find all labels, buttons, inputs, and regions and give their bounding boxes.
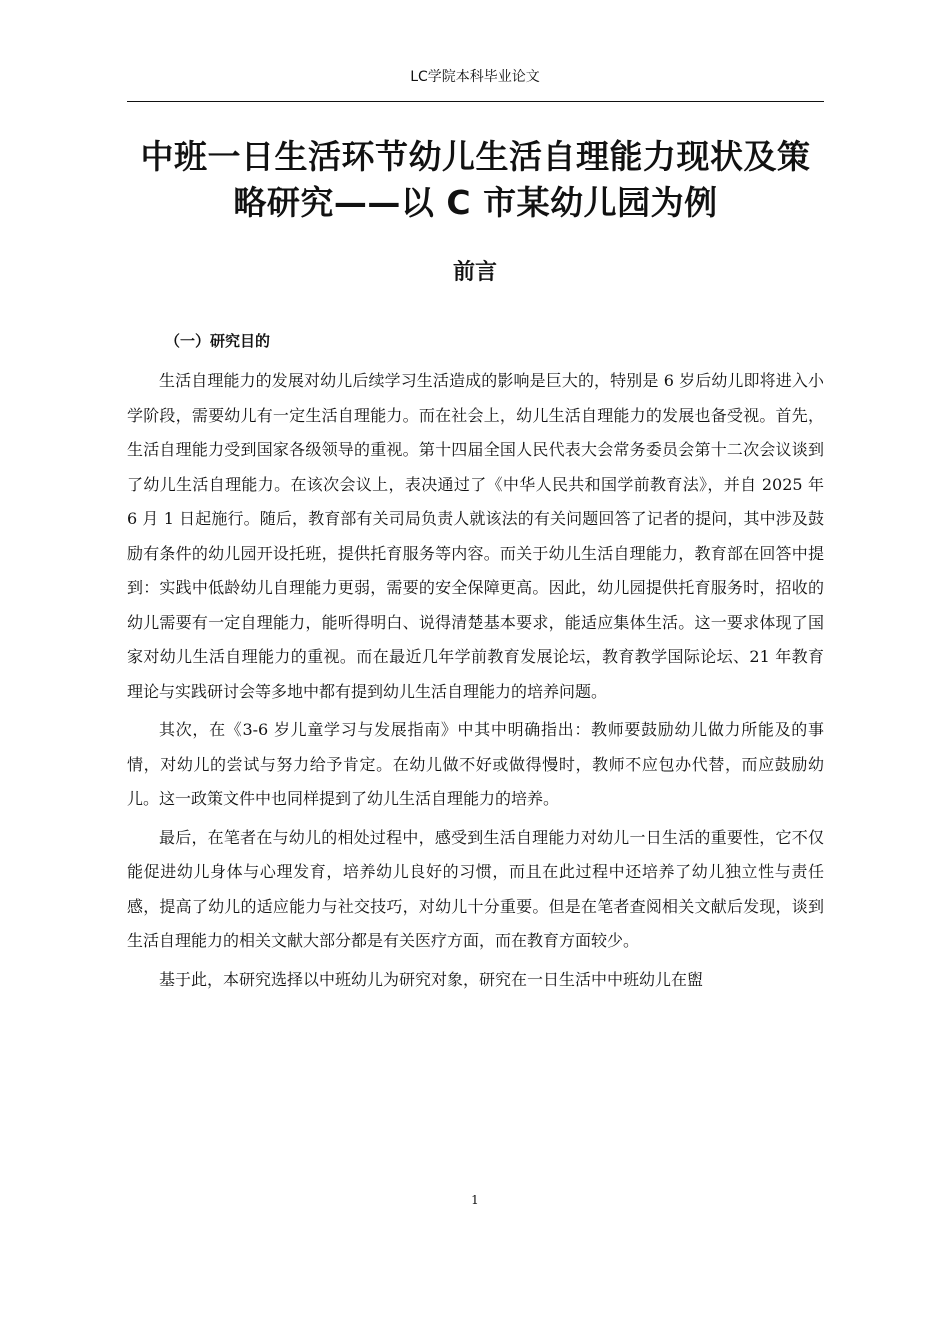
- running-header: LC学院本科毕业论文: [410, 69, 540, 85]
- paper-title: 中班一日生活环节幼儿生活自理能力现状及策略研究——以 C 市某幼儿园为例: [140, 137, 811, 222]
- header-divider: [127, 101, 824, 102]
- paragraph: 其次，在《3-6 岁儿童学习与发展指南》中其中明确指出：教师要鼓励幼儿做力所能及的事情，对幼儿的尝试与努力给予肯定。在幼儿做不好或做得慢时，教师不应包办代替，而应鼓励幼儿。这一政策文件中也同样提到了幼儿生活自理能力的培养。: [127, 720, 824, 808]
- paragraph: 基于此，本研究选择以中班幼儿为研究对象，研究在一日生活中中班幼儿在盥: [159, 969, 704, 989]
- paragraph: 最后，在笔者在与幼儿的相处过程中，感受到生活自理能力对幼儿一日生活的重要性，它不仅能促进幼儿身体与心理发育，培养幼儿良好的习惯，而且在此过程中还培养了幼儿独立性与责任感，提高了幼儿的适应能力与社交技巧，对幼儿十分重要。但是在笔者查阅相关文献后发现，谈到生活自理能力的相关文献大部分都是有关医疗方面，而在教育方面较少。: [127, 827, 824, 950]
- subsection-heading: （一）研究目的: [165, 332, 271, 350]
- paragraph: 生活自理能力的发展对幼儿后续学习生活造成的影响是巨大的，特别是 6 岁后幼儿即将进入小学阶段，需要幼儿有一定生活自理能力。而在社会上，幼儿生活自理能力的发展也备受视。首先，生活自理能力受到国家各级领导的重视。第十四届全国人民代表大会常务委员会第十二次会议谈到了幼儿生活自理能力。在该次会议上，表决通过了《中华人民共和国学前教育法》，并自 2025 年 6 月 1 日起施行。随后，教育部有关司局负责人就该法的有关问题回答了记者的提问，其中涉及鼓励有条件的幼儿园开设托班，提供托育服务等内容。而关于幼儿生活自理能力，教育部在回答中提到：实践中低龄幼儿自理能力更弱，需要的安全保障更高。因此，幼儿园提供托育服务时，招收的幼儿需要有一定自理能力，能听得明白、说得清楚基本要求，能适应集体生活。这一要求体现了国家对幼儿生活自理能力的重视。而在最近几年学前教育发展论坛，教育教学国际论坛、21 年教育理论与实践研讨会等多地中都有提到幼儿生活自理能力的培养问题。: [127, 371, 824, 701]
- section-heading: 前言: [452, 260, 497, 285]
- page-number: 1: [471, 1193, 479, 1207]
- body-text: [127, 364, 824, 1001]
